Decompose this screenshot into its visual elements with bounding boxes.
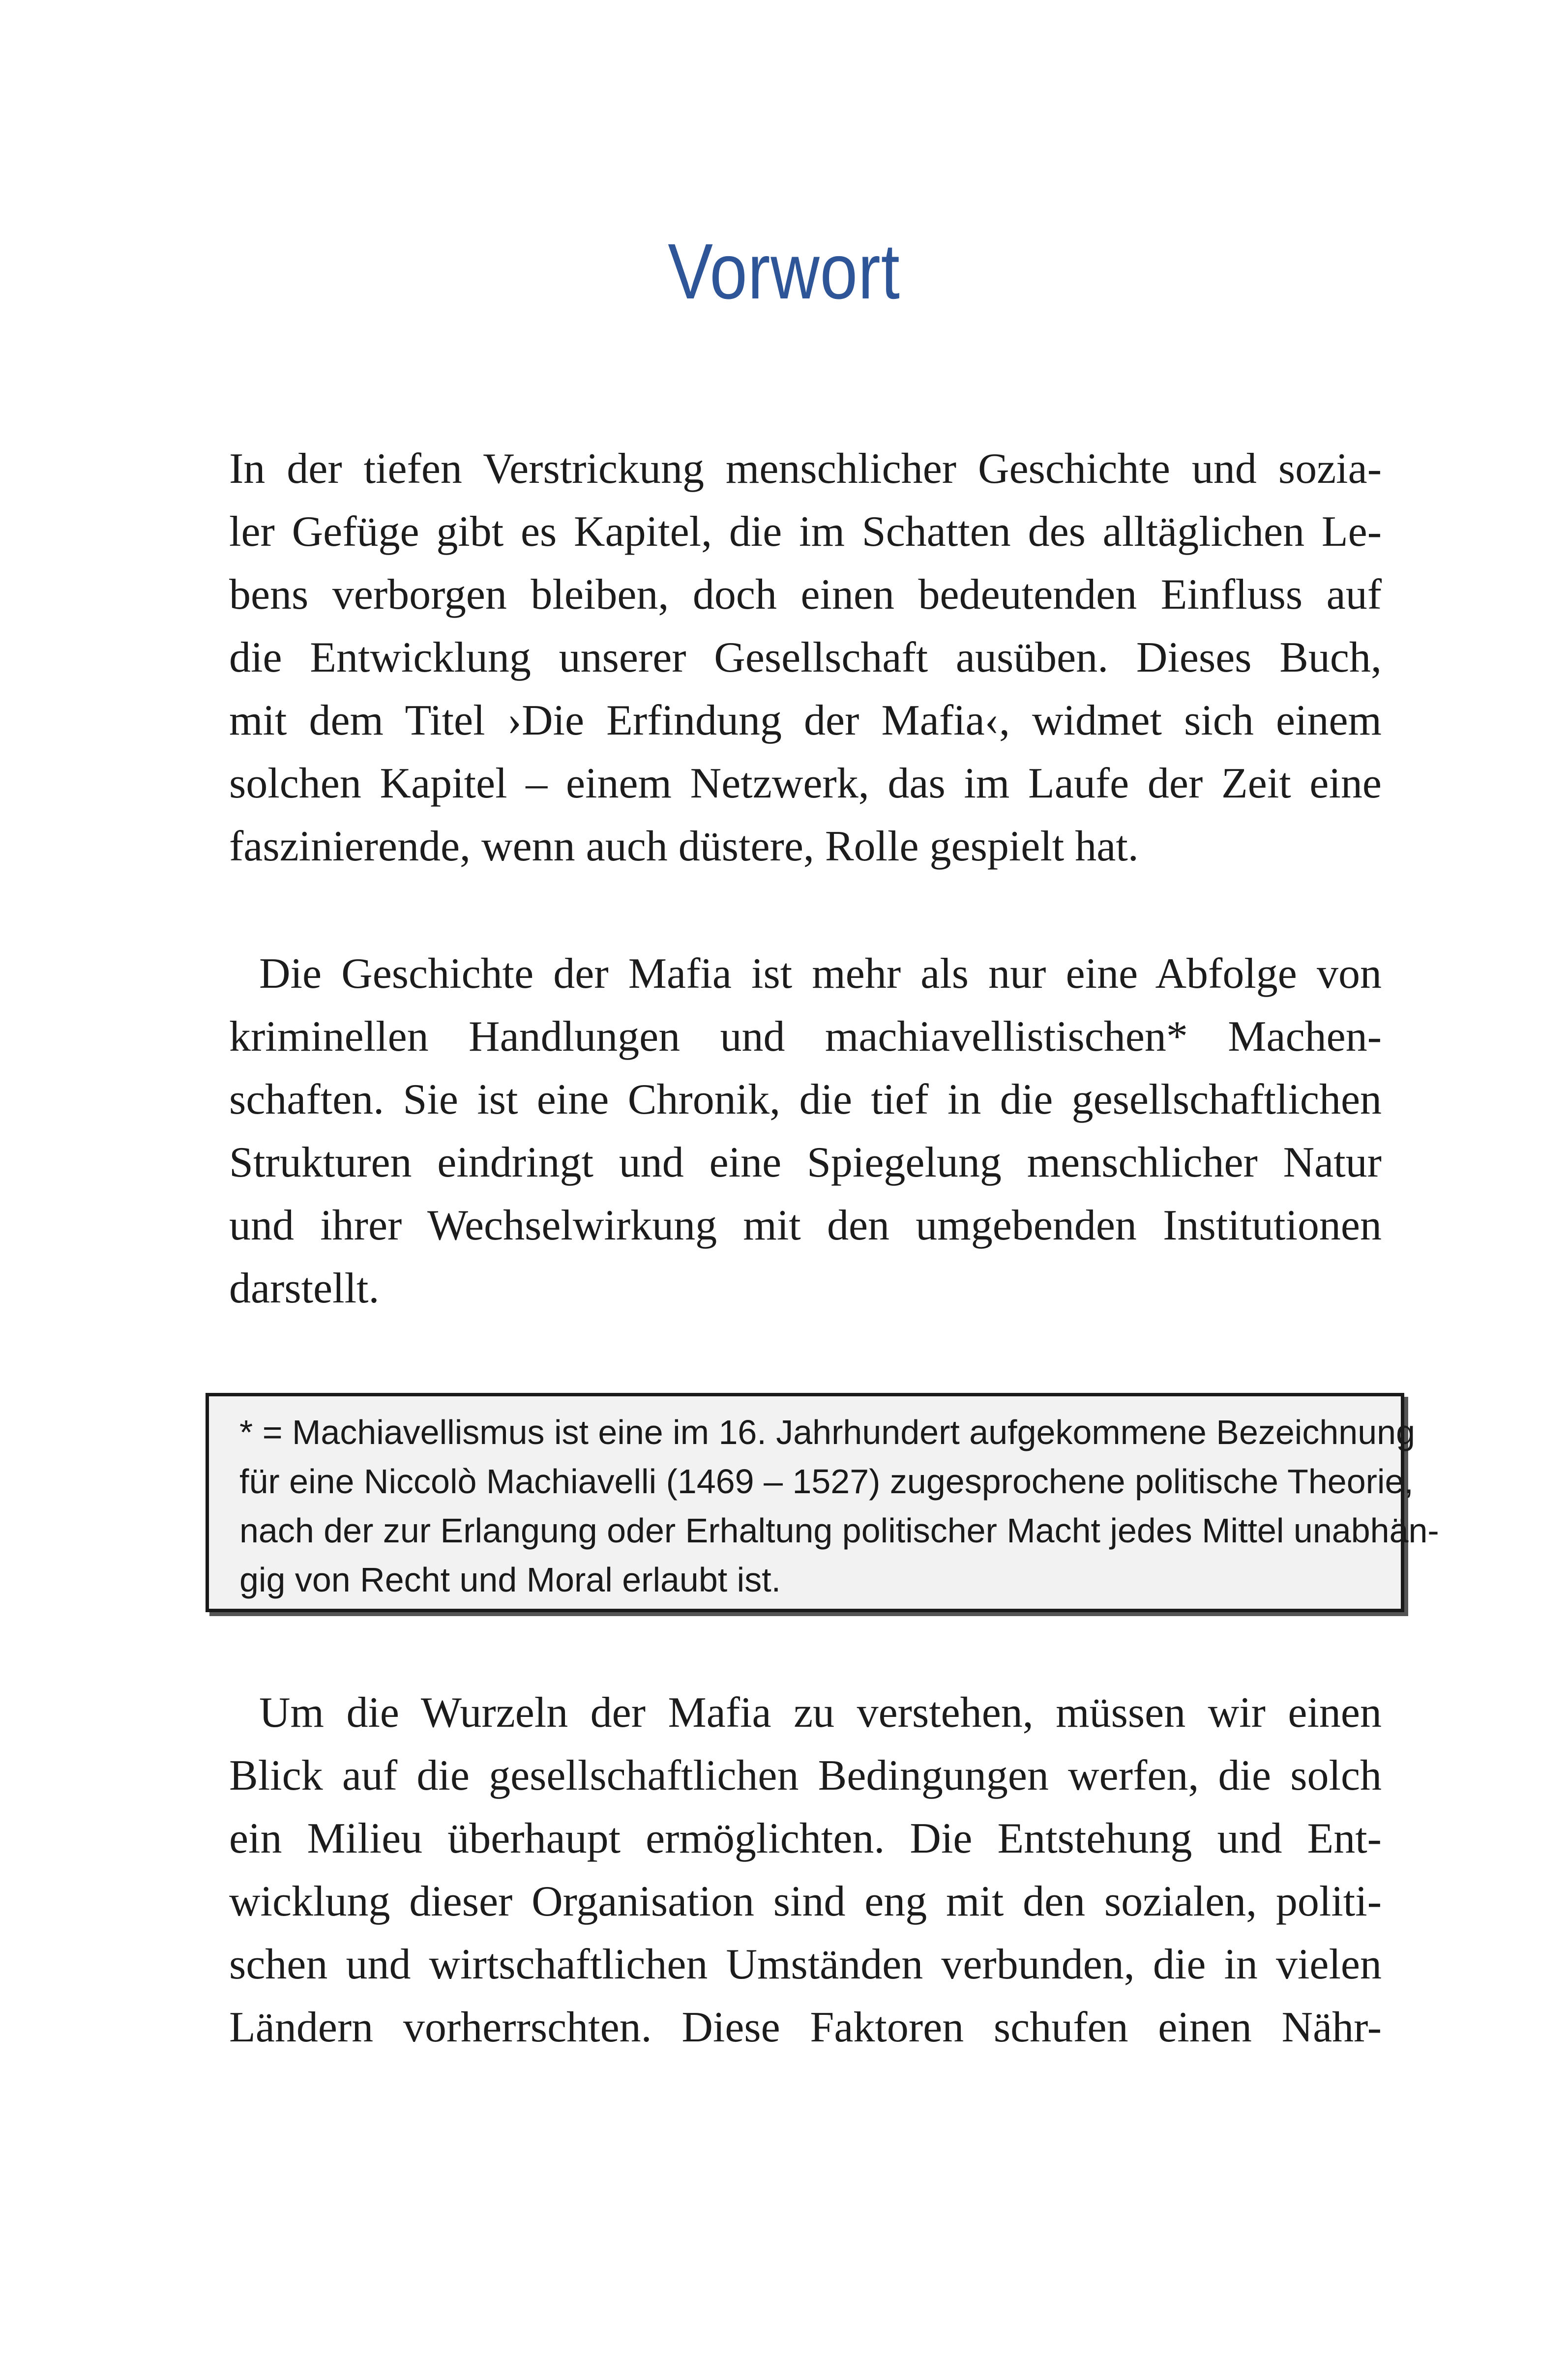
- text-line: Ländern vorherrschten. Diese Faktoren schufen einen Nähr-: [229, 2004, 1382, 2051]
- text-line: ein Milieu überhaupt ermöglichten. Die Entstehung und Ent-: [229, 1815, 1382, 1862]
- text-line: kriminellen Handlungen und machiavellistischen* Machen-: [229, 1013, 1382, 1061]
- text-line: Die Geschichte der Mafia ist mehr als nur eine Abfolge von: [259, 950, 1382, 998]
- text-line: mit dem Titel ›Die Erfindung der Mafia‹, widmet sich einem: [229, 697, 1382, 744]
- text-line: und ihrer Wechselwirkung mit den umgebenden Institutionen: [229, 1202, 1382, 1249]
- text-line: schen und wirtschaftlichen Umständen verbunden, die in vielen: [229, 1941, 1382, 1988]
- text-line: ler Gefüge gibt es Kapitel, die im Schatten des alltäglichen Le-: [229, 508, 1382, 556]
- text-line: Blick auf die gesellschaftlichen Bedingungen werfen, die solch: [229, 1752, 1382, 1800]
- text-line: wicklung dieser Organisation sind eng mit den sozialen, politi-: [229, 1878, 1382, 1925]
- text-line: bens verborgen bleiben, doch einen bedeutenden Einfluss auf: [229, 571, 1382, 619]
- text-line: In der tiefen Verstrickung menschlicher Geschichte und sozia-: [229, 445, 1382, 493]
- footnote-line: gig von Recht und Moral erlaubt ist.: [239, 1561, 781, 1599]
- footnote-line: nach der zur Erlangung oder Erhaltung politischer Macht jedes Mittel unabhän-: [239, 1511, 1439, 1550]
- text-line: Strukturen eindringt und eine Spiegelung menschlicher Natur: [229, 1139, 1382, 1186]
- text-line: faszinierende, wenn auch düstere, Rolle gespielt hat.: [229, 823, 1139, 870]
- footnote-line: * = Machiavellismus ist eine im 16. Jahrhundert aufgekommene Bezeichnung: [239, 1413, 1416, 1451]
- footnote-box: [206, 1393, 1439, 1612]
- page-title: Vorwort: [668, 227, 900, 315]
- text-line: solchen Kapitel – einem Netzwerk, das im Laufe der Zeit eine: [229, 760, 1382, 807]
- footnote-line: für eine Niccolò Machiavelli (1469 – 1527) zugesprochene politische Theorie,: [239, 1462, 1414, 1501]
- text-line: schaften. Sie ist eine Chronik, die tief in die gesellschaftlichen: [229, 1076, 1382, 1123]
- text-line: die Entwicklung unserer Gesellschaft ausüben. Dieses Buch,: [229, 634, 1382, 681]
- text-line: Um die Wurzeln der Mafia zu verstehen, müssen wir einen: [259, 1689, 1382, 1737]
- text-line: darstellt.: [229, 1265, 380, 1312]
